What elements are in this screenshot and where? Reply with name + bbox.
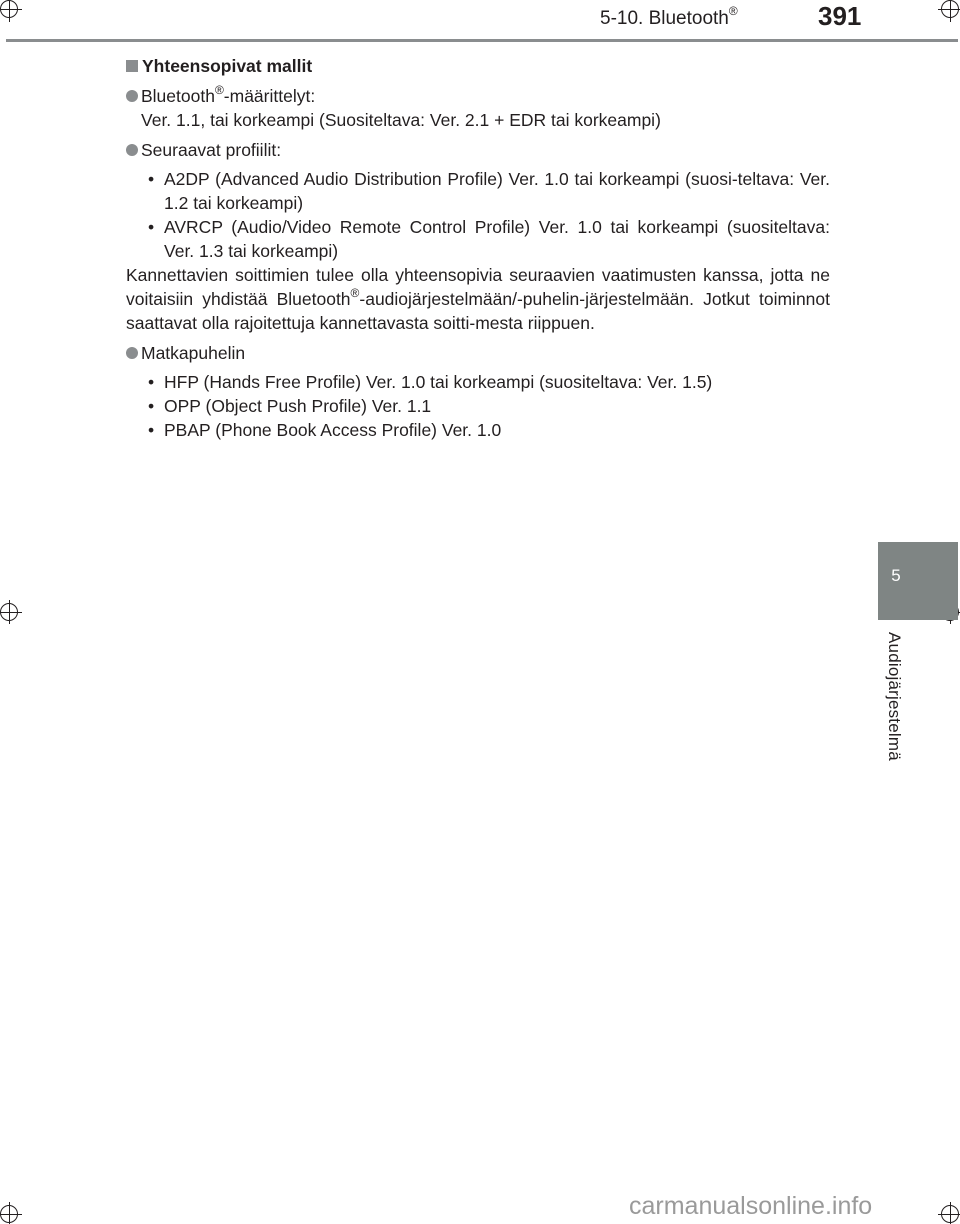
circle-bullet-icon: [126, 90, 138, 102]
chapter-number: 5: [891, 566, 901, 585]
bullet-profiles-text: Seuraavat profiilit:: [141, 140, 282, 160]
bullet-text: Bluetooth: [141, 86, 215, 106]
bullet-bluetooth-spec-line2: Ver. 1.1, tai korkeampi (Suositeltava: Ver. 2.1 + EDR tai korkeampi): [141, 110, 661, 130]
watermark: carmanualsonline.info: [629, 1192, 873, 1220]
section-title: [600, 4, 738, 30]
phone-profile-list: [126, 370, 830, 442]
compatibility-paragraph: [126, 263, 830, 335]
section-heading: [126, 54, 830, 78]
registered-mark: ®: [350, 286, 360, 300]
page-number: 391: [818, 1, 862, 31]
registered-mark: ®: [214, 83, 224, 97]
bullet-bluetooth-spec: [126, 84, 830, 132]
paragraph-text: Kannettavien soittimien tulee olla yhteensopivia seuraavien vaatimusten kanssa, jotta ne voitaisiin yhdistää Bluetooth: [126, 265, 830, 309]
paragraph-text: -audiojärjestelmään/-puhelin-järjestelmään. Jotkut toiminnot saattavat olla rajoitettuja kannettavasta soitti-mesta riippuen.: [126, 289, 831, 333]
list-item: • AVRCP (Audio/Video Remote Control Profile) Ver. 1.0 tai korkeampi (suositeltava: Ver. 1.3 tai korkeampi): [126, 215, 830, 263]
list-item: • OPP (Object Push Profile) Ver. 1.1: [126, 394, 830, 418]
bullet-mobile-phone: [126, 341, 830, 365]
square-bullet-icon: [126, 60, 138, 72]
circle-bullet-icon: [126, 347, 138, 359]
header-divider: [6, 39, 958, 42]
list-item: • PBAP (Phone Book Access Profile) Ver. 1.0: [126, 418, 830, 442]
bullet-mobile-phone-text: Matkapuhelin: [141, 343, 246, 363]
main-content: [126, 54, 830, 442]
profile-list: [126, 167, 830, 263]
bullet-bluetooth-spec-line1: [141, 84, 830, 108]
registered-mark: ®: [728, 4, 738, 18]
list-item: • A2DP (Advanced Audio Distribution Profile) Ver. 1.0 tai korkeampi (suosi-teltava: Ver. 1.2 tai korkeampi): [126, 167, 830, 215]
bullet-profiles: [126, 138, 830, 162]
section-heading-text: Yhteensopivat mallit: [142, 56, 313, 76]
list-item: • HFP (Hands Free Profile) Ver. 1.0 tai korkeampi (suositeltava: Ver. 1.5): [126, 370, 830, 394]
section-title-text: 5-10. Bluetooth: [600, 8, 729, 29]
circle-bullet-icon: [126, 144, 138, 156]
bullet-text: -määrittelyt:: [223, 86, 316, 106]
chapter-label: Audiojärjestelmä: [885, 632, 904, 761]
